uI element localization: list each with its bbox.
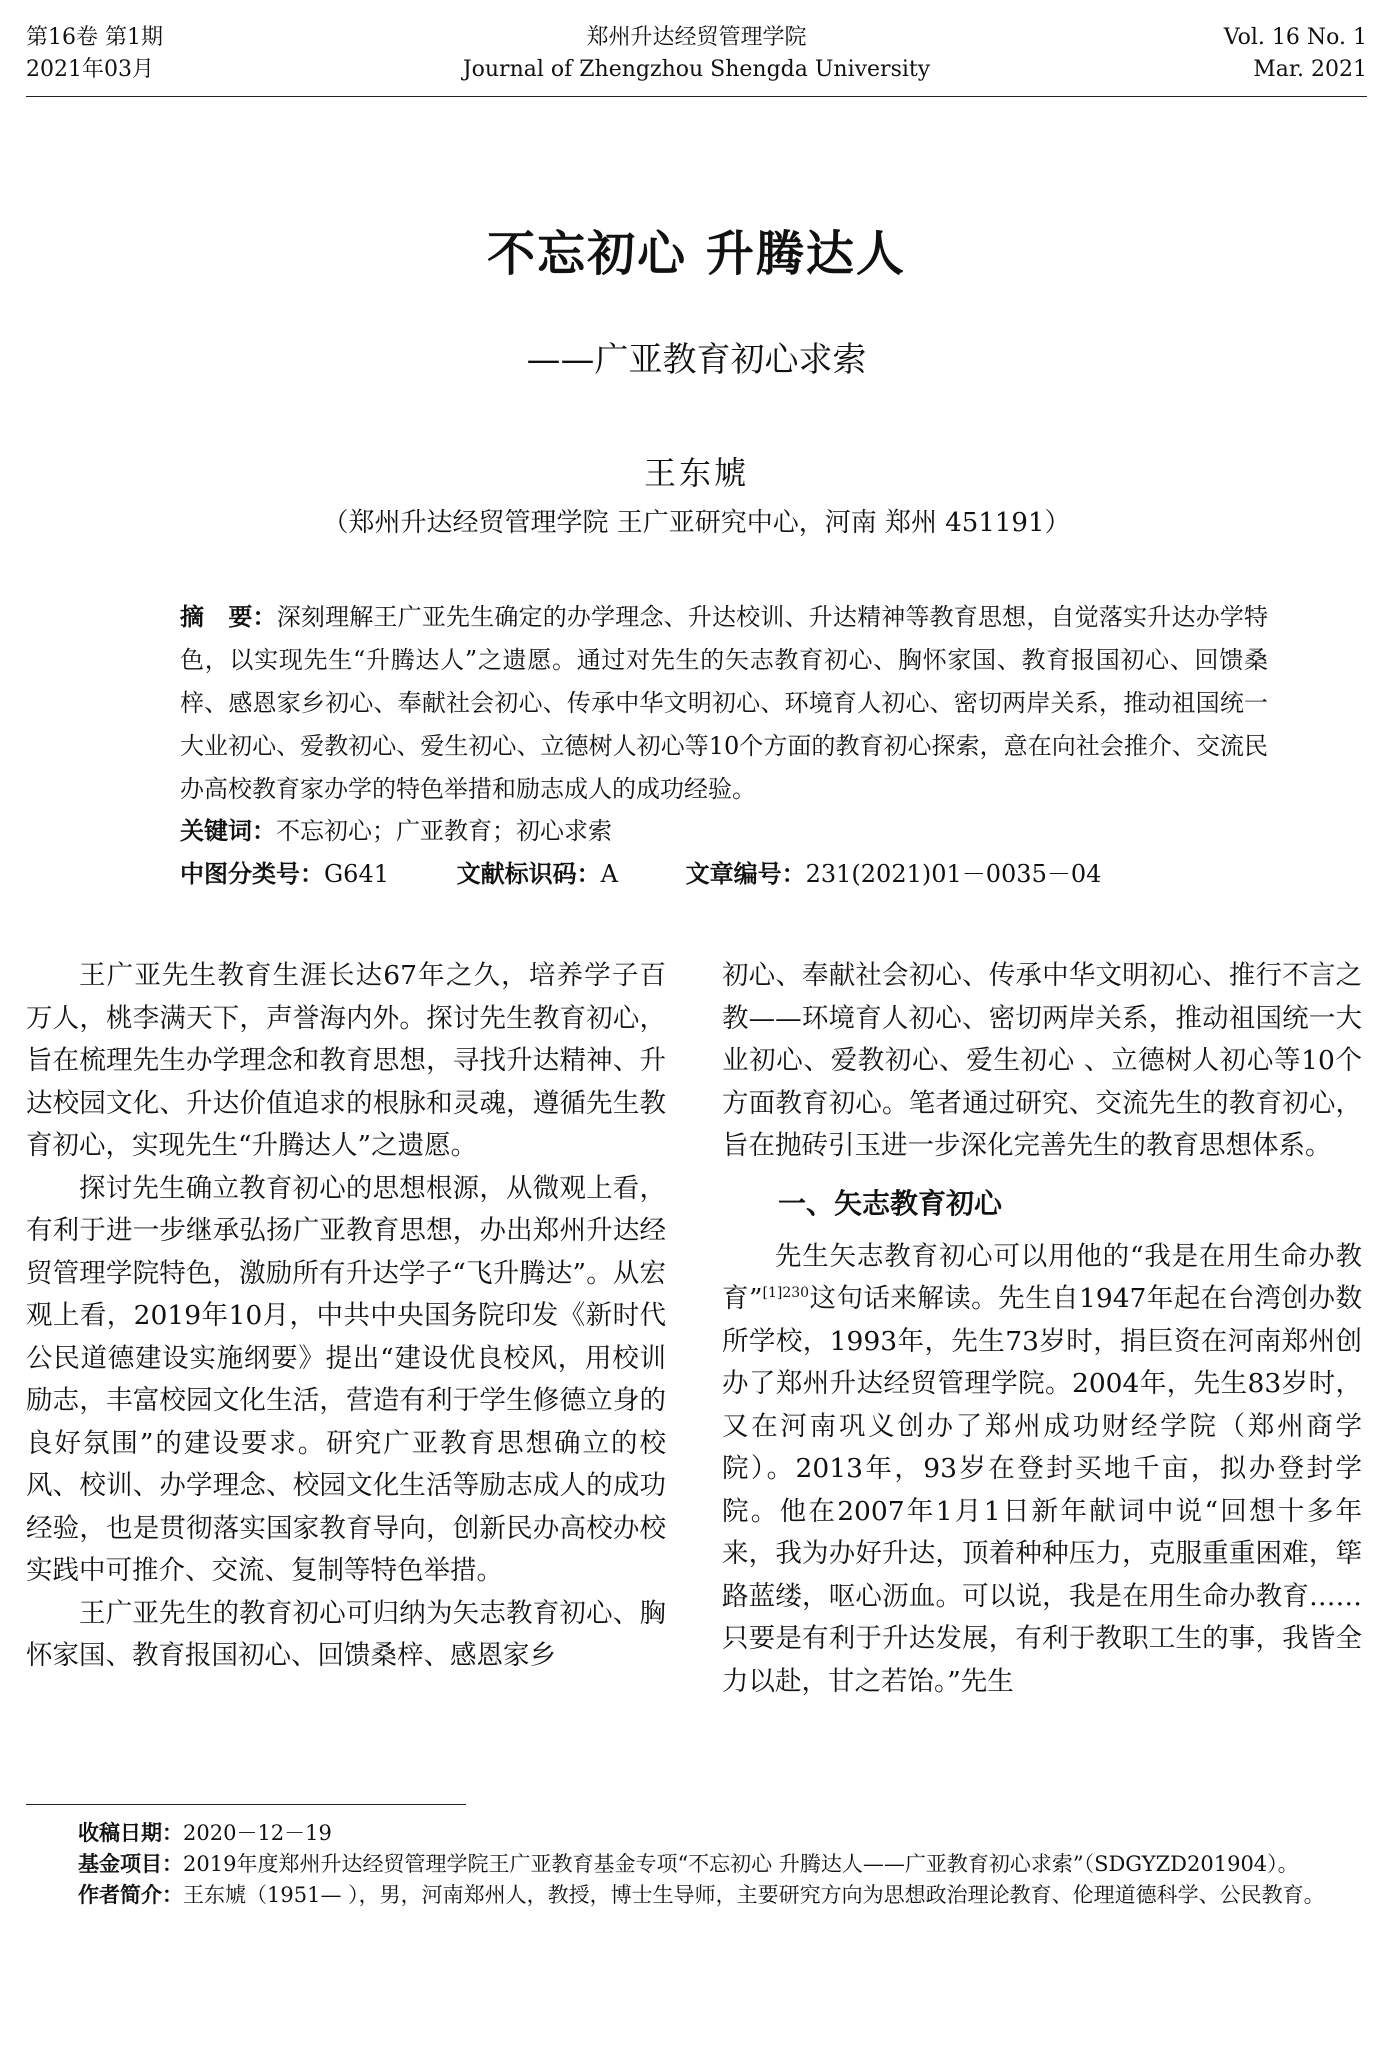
bio-label: 作者简介： — [78, 1883, 183, 1907]
footnotes — [78, 1818, 1368, 1911]
doc-code-value: A — [600, 860, 618, 888]
document-code — [457, 860, 618, 888]
publication-date-en: Mar. 2021 — [1253, 57, 1367, 82]
bio-value: 王东虓（1951— ），男，河南郑州人，教授，博士生导师，主要研究方向为思想政治理论教育、伦理道德科学、公民教育。 — [183, 1883, 1325, 1907]
clc-value: G641 — [324, 860, 389, 888]
article-subtitle: ——广亚教育初心求索 — [526, 340, 867, 380]
abstract — [180, 596, 1268, 811]
journal-name — [0, 22, 1393, 86]
fund-label: 基金项目： — [78, 1852, 183, 1876]
author-bio — [78, 1880, 1368, 1911]
fund-value: 2019年度郑州升达经贸管理学院王广亚教育基金专项“不忘初心 升腾达人——广亚教育初心求索”（SDGYZD201904）。 — [183, 1852, 1299, 1876]
author-affiliation: （郑州升达经贸管理学院 王广亚研究中心，河南 郑州 451191） — [322, 508, 1071, 538]
journal-name-en: Journal of Zhengzhou Shengda University — [462, 57, 931, 82]
paragraph-text: 先生矢志教育初心可以用他的“我是在用生命办教育” — [722, 1240, 1362, 1314]
journal-volume-issue-en — [1224, 22, 1367, 86]
section-heading: 一、矢志教育初心 — [778, 1186, 1003, 1220]
footnote-divider — [26, 1804, 466, 1805]
doc-code-label: 文献标识码： — [456, 860, 601, 888]
body-right-column — [722, 955, 1362, 1703]
keywords-label: 关键词： — [180, 817, 276, 845]
clc-number — [180, 860, 389, 888]
clc-label: 中图分类号： — [180, 860, 324, 888]
body-paragraph: 王广亚先生的教育初心可归纳为矢志教育初心、胸怀家国、教育报国初心、回馈桑梓、感恩家乡 — [26, 1597, 666, 1671]
received-value: 2020－12－19 — [183, 1821, 332, 1845]
classification-line — [180, 853, 1280, 896]
body-paragraph — [722, 1236, 1362, 1704]
header-divider — [26, 96, 1367, 97]
publication-date: 2021年03月 — [26, 57, 154, 82]
body-left-column — [26, 955, 666, 1678]
keywords — [180, 810, 1268, 853]
abstract-text: 深刻理解王广亚先生确定的办学理念、升达校训、升达精神等教育思想，自觉落实升达办学特色，以实现先生“升腾达人”之遗愿。通过对先生的矢志教育初心、胸怀家国、教育报国初心、回馈桑梓、感恩家乡初心、奉献社会初心、传承中华文明初心、环境育人初心、密切两岸关系，推动祖国统一大业初心、爱教初心、爱生初心、立德树人初心等10个方面的教育初心探索，意在向社会推介、交流民办高校教育家办学的特色举措和励志成人的成功经验。 — [180, 603, 1269, 803]
journal-name-cn: 郑州升达经贸管理学院 — [586, 25, 807, 50]
article-number — [686, 860, 1102, 888]
paragraph-text: 这句话来解读。先生自1947年起在台湾创办数所学校，1993年，先生73岁时，捐巨资在河南郑州创办了郑州升达经贸管理学院。2004年，先生83岁时，又在河南巩义创办了郑州成功财经学院（郑州商学院）。2013年，93岁在登封买地千亩，拟办登封学院。他在2007年1月1日新年献词中说“回想十多年来，我为办好升达，顶着种种压力，克服重重困难，筚路蓝缕，呕心沥血。可以说，我是在用生命办教育……只要是有利于升达发展，有利于教职工生的事，我皆全力以赴，甘之若饴。”先生 — [722, 1283, 1362, 1697]
citation-reference: [1]230 — [762, 1285, 810, 1302]
article-title: 不忘初心 升腾达人 — [487, 226, 906, 282]
body-paragraph: 王广亚先生教育生涯长达67年之久，培养学子百万人，桃李满天下，声誉海内外。探讨先生教育初心，旨在梳理先生办学理念和教育思想，寻找升达精神、升达校园文化、升达价值追求的根脉和灵魂，遵循先生教育初心，实现先生“升腾达人”之遗愿。 — [26, 960, 666, 1161]
body-paragraph: 探讨先生确立教育初心的思想根源，从微观上看，有利于进一步继承弘扬广亚教育思想，办出郑州升达经贸管理学院特色，激励所有升达学子“飞升腾达”。从宏观上看，2019年10月，中共中央国务院印发《新时代公民道德建设实施纲要》提出“建设优良校风，用校训励志，丰富校园文化生活，营造有利于学生修德立身的良好氛围”的建设要求。研究广亚教育思想确立的校风、校训、办学理念、校园文化生活等励志成人的成功经验，也是贯彻落实国家教育导向，创新民办高校办校实践中可推介、交流、复制等特色举措。 — [26, 1172, 666, 1586]
volume-issue-en: Vol. 16 No. 1 — [1223, 25, 1367, 50]
volume-issue: 第16卷 第1期 — [26, 25, 163, 50]
keywords-text: 不忘初心；广亚教育；初心求索 — [276, 817, 612, 845]
body-paragraph: 初心、奉献社会初心、传承中华文明初心、推行不言之教——环境育人初心、密切两岸关系，推动祖国统一大业初心、爱教初心、爱生初心 、立德树人初心等10个方面教育初心。笔者通过研究、交流先生的教育初心，旨在抛砖引玉进一步深化完善先生的教育思想体系。 — [722, 960, 1362, 1161]
fund-project — [78, 1849, 1368, 1880]
received-date — [78, 1818, 1368, 1849]
article-number-label: 文章编号： — [685, 860, 806, 888]
abstract-label: 摘 要： — [180, 603, 277, 631]
article-number-value: 231(2021)01－0035－04 — [805, 860, 1102, 888]
received-label: 收稿日期： — [78, 1821, 183, 1845]
article-author: 王东虓 — [643, 454, 749, 492]
